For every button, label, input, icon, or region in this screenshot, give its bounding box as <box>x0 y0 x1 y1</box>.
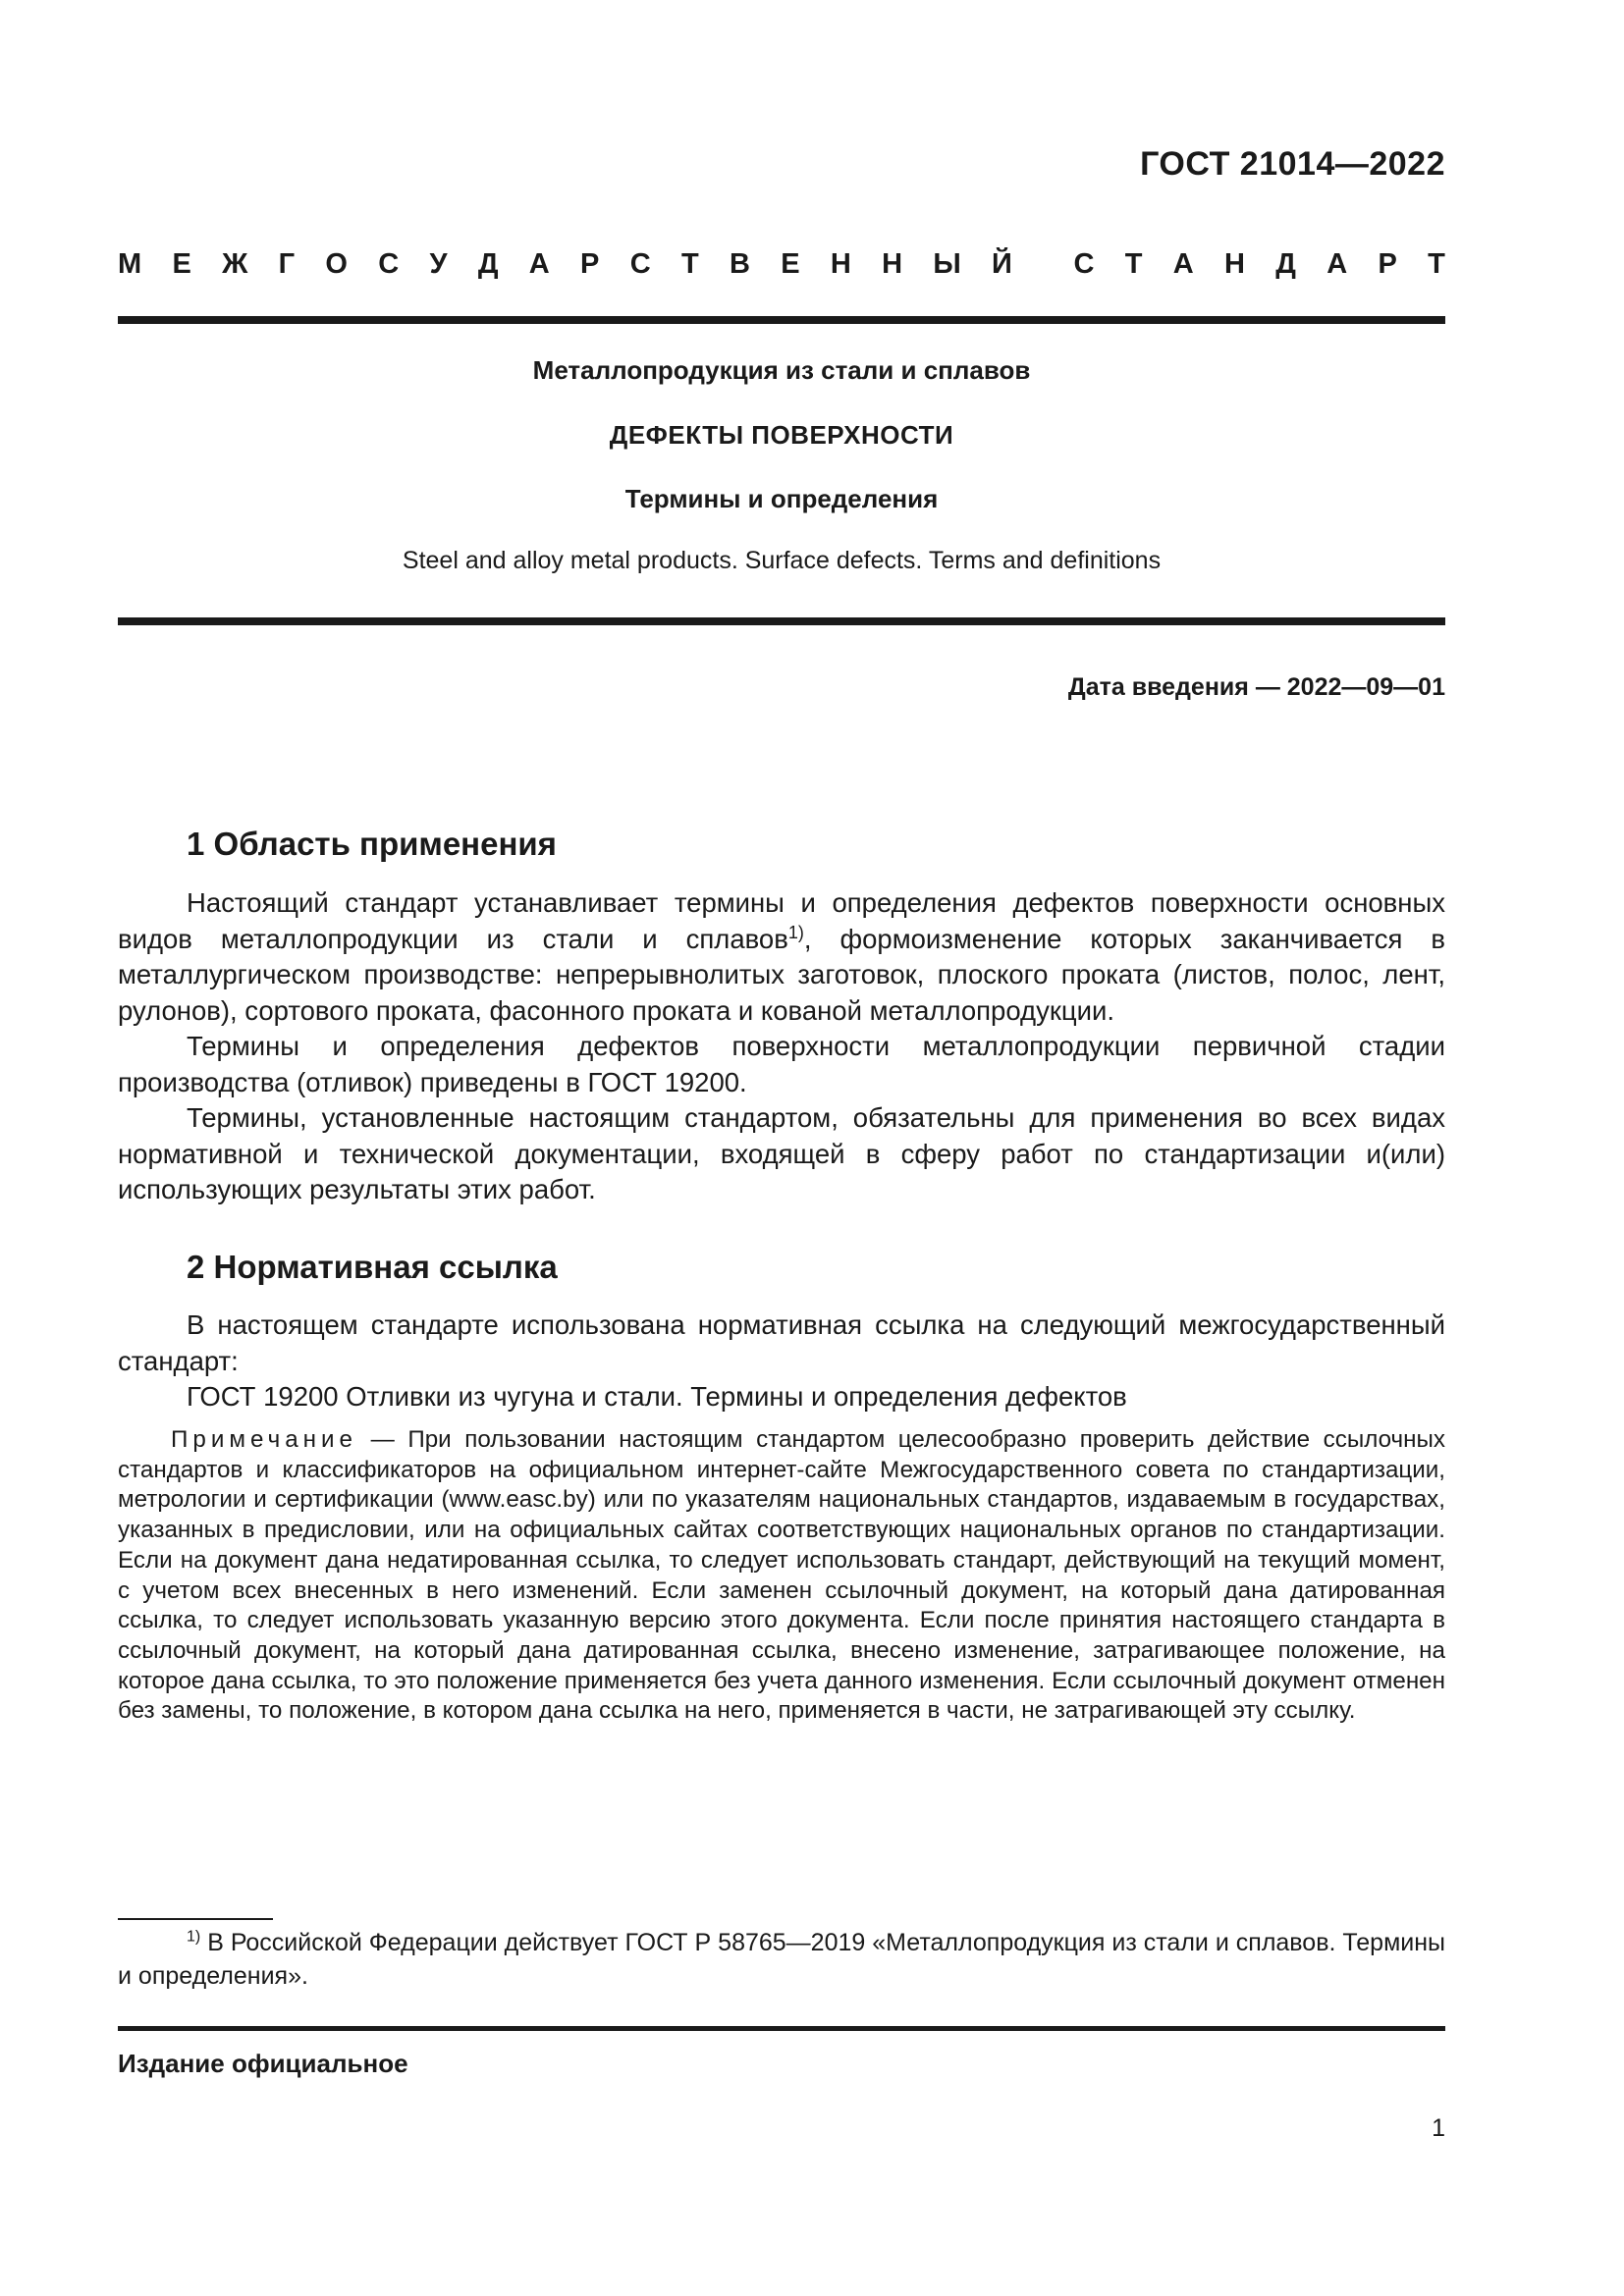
note-label: Примечание <box>171 1426 357 1453</box>
page-number: 1 <box>1432 2114 1445 2142</box>
title-english: Steel and alloy metal products. Surface defects. Terms and definitions <box>402 547 1162 574</box>
heading-letter: У <box>429 248 448 280</box>
heading-letter: Д <box>1275 248 1296 280</box>
title-line-1: Металлопродукция из стали и сплавов <box>532 355 1031 385</box>
paragraph-text: Настоящий стандарт устанавливает термины и определения дефектов поверхности основных видов металлопродукции из стали и сплавов <box>118 887 1445 954</box>
heading-letter: О <box>325 248 348 280</box>
heading-letter: Н <box>882 248 903 280</box>
section-1-heading: 1 Область применения <box>187 826 557 862</box>
title-rule <box>118 617 1445 625</box>
paragraph-text: , формоизменение которых заканчивается в металлургическом производстве: непрерывнолитых заготовок, плоского проката (листов, полос, лент, рулонов), сортового проката, фасонного проката и кованой металлопродукции. <box>118 923 1445 1026</box>
section-1-paragraph-3: Термины, установленные настоящим стандартом, обязательны для применения во всех видах нормативной и технической документации, входящей в сферу работ по стандартизации и(или) использующих результаты этих работ. <box>118 1102 1445 1204</box>
section-2-heading: 2 Нормативная ссылка <box>187 1249 558 1285</box>
section-1-paragraph-1 <box>118 885 1445 1029</box>
heading-letter: С <box>1073 248 1095 280</box>
introduction-date: Дата введения — 2022—09—01 <box>1067 673 1445 701</box>
heading-letter: А <box>1326 248 1348 280</box>
title-line-2: ДЕФЕКТЫ ПОВЕРХНОСТИ <box>609 420 954 450</box>
footer-rule <box>118 2026 1445 2031</box>
heading-letter: М <box>118 248 142 280</box>
heading-letter: Т <box>680 248 699 280</box>
official-edition-label: Издание официальное <box>118 2049 408 2078</box>
heading-letter: Н <box>1224 248 1245 280</box>
footnote-marker: 1) <box>187 1928 201 1946</box>
heading-letter: Р <box>1378 248 1397 280</box>
heading-letter: А <box>528 248 550 280</box>
section-2-body <box>118 1308 1445 1415</box>
section-1-paragraph-2: Термины и определения дефектов поверхности металлопродукции первичной стадии производства (отливок) приведены в ГОСТ 19200. <box>118 1031 1445 1097</box>
heading-letter: Й <box>992 248 1012 280</box>
note-text: — При пользовании настоящим стандартом целесообразно проверить действие ссылочных стандартов и классификаторов на официальном интернет-сайте Межгосударственного совета по стандартизации, метрологии и сертификации (www.easc.by) или по указателям национальных стандартов, издаваемым в государствах, указанных в предисловии, или на официальных сайтах соответствующих национальных органов по стандартизации. Если на документ дана недатированная ссылка, то следует использовать стандарт, действующий на текущий момент, с учетом всех внесенных в него изменений. Если заменен ссылочный документ, на который дана датированная ссылка, то следует использовать указанную версию этого документа. Если после принятия настоящего стандарта в ссылочный документ, на который дана датированная ссылка, внесено изменение, затрагивающее положение, на которое дана ссылка, то это положение применяется без учета данного изменения. Если ссылочный документ отменен без замены, то положение, в котором дана ссылка на него, применяется в части, не затрагивающей эту ссылку. <box>118 1426 1445 1725</box>
heading-letter: Е <box>172 248 191 280</box>
title-line-3: Термины и определения <box>624 484 939 513</box>
top-rule <box>118 316 1445 324</box>
heading-letter: Т <box>1428 248 1445 280</box>
heading-letter: С <box>378 248 400 280</box>
section-2-paragraph-1: В настоящем стандарте использована нормативная ссылка на следующий межгосударственный стандарт: <box>118 1309 1445 1376</box>
heading-letter: Н <box>830 248 851 280</box>
section-1-body <box>118 885 1445 1208</box>
standard-type-heading <box>118 248 1445 281</box>
heading-letter: В <box>729 248 750 280</box>
heading-letter: А <box>1172 248 1194 280</box>
heading-letter: Т <box>1124 248 1143 280</box>
heading-letter: Р <box>580 248 600 280</box>
heading-letter: С <box>629 248 651 280</box>
heading-letter: Г <box>278 248 296 280</box>
heading-letter: Ж <box>222 248 248 280</box>
footnote-text: В Российской Федерации действует ГОСТ Р 58765—2019 «Металлопродукция из стали и сплавов. Термины и определения». <box>118 1929 1445 1990</box>
footnote <box>118 1926 1445 1993</box>
document-id: ГОСТ 21014—2022 <box>1140 145 1445 183</box>
heading-letter: Е <box>781 248 800 280</box>
heading-letter: Д <box>477 248 499 280</box>
normative-reference: ГОСТ 19200 Отливки из чугуна и стали. Термины и определения дефектов <box>187 1381 1127 1412</box>
footnote-separator <box>118 1918 273 1920</box>
note-block <box>118 1425 1445 1727</box>
footnote-ref: 1) <box>787 922 804 942</box>
heading-letter: Ы <box>933 248 961 280</box>
